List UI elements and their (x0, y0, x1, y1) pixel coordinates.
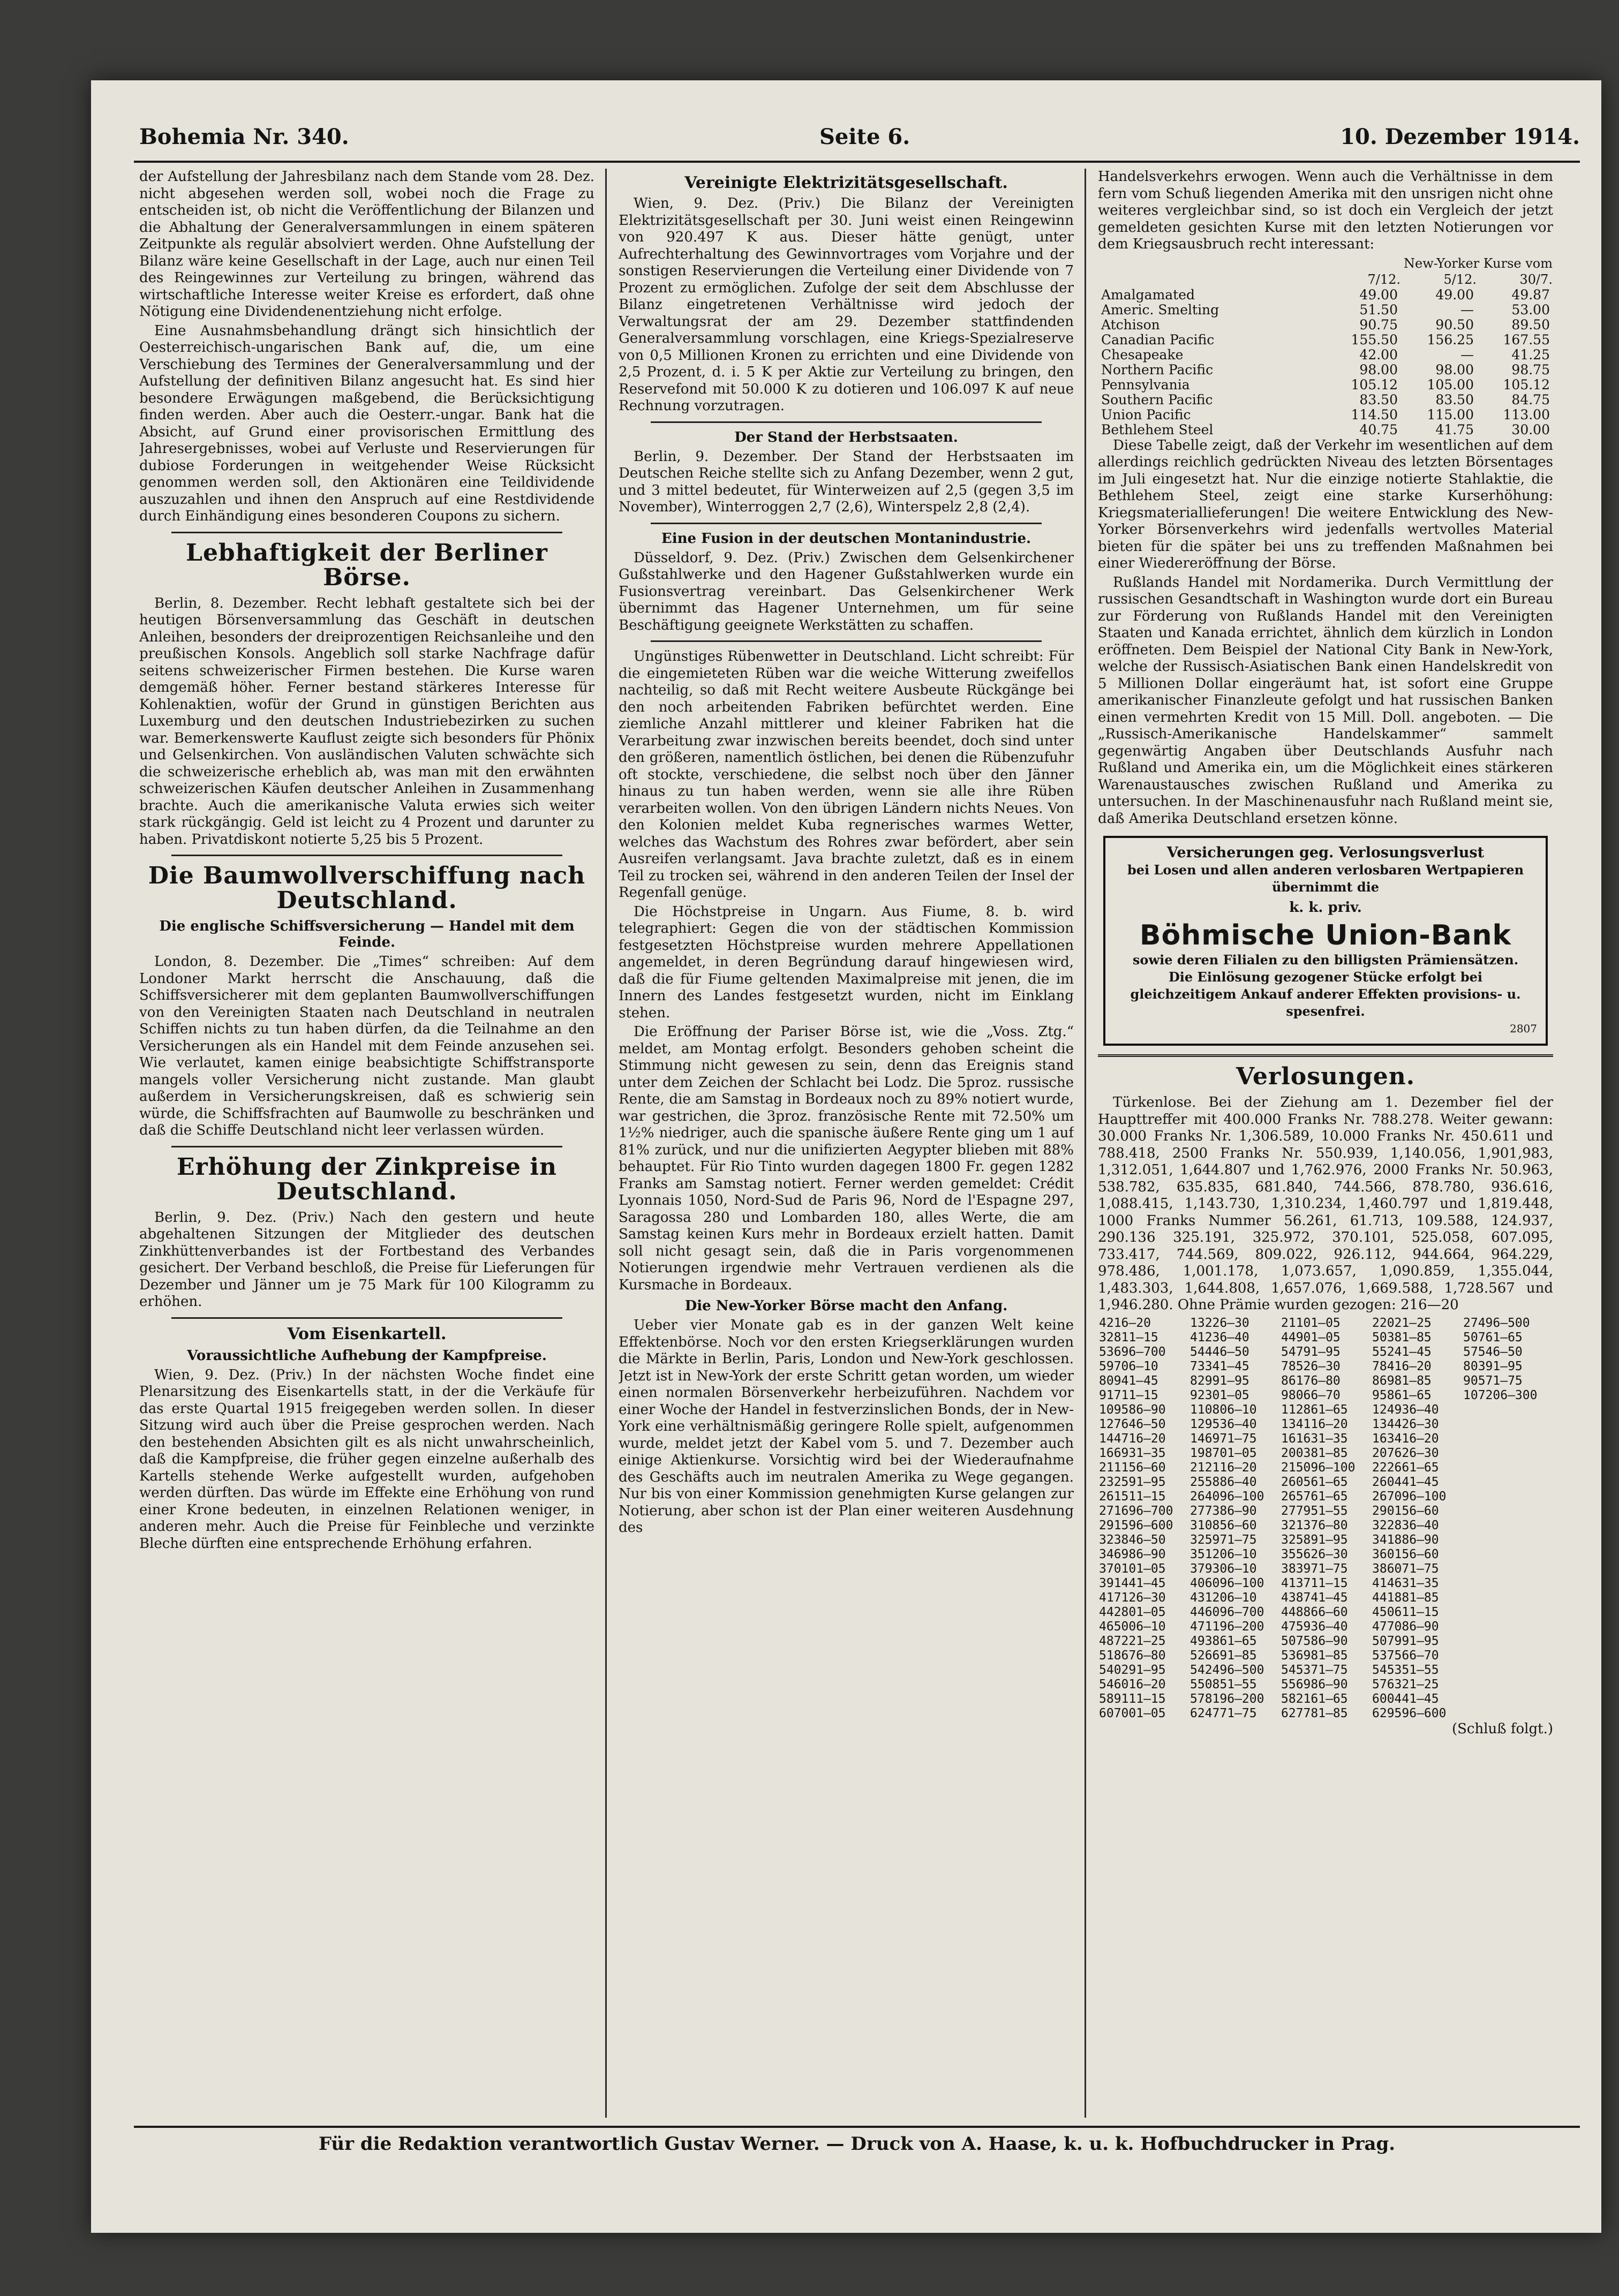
stock-value: 40.75 (1359, 421, 1398, 437)
article-text: Wien, 9. Dez. (Priv.) Die Bilanz der Vereinigten Elektrizitätsgesellschaft per 30. Juni weist einen Reingewinn von 920.497 K aus. Dieser hätte genügt, unter Aufrechterhaltung des Gewinnvortrages vom Vorjahre und der sonstigen Reservierungen die Verteilung einer Dividende von 7 Prozent zu ermöglichen. Zufolge der seit dem Abschlusse der Bilanz eingetretenen Verhältnisse wird jedoch der Verwaltungsrat der am 29. Dezember stattfindenden Generalversammlung vorschlagen, eine Kriegs-Spezialreserve von 0,5 Millionen Kronen zu errichten und eine Dividende von 2,5 Prozent, d. i. 5 K per Aktie zur Verteilung zu bringen, den Reservefond mit 50.000 K zu dotieren und 106.097 K auf neue Rechnung vorzutragen. (619, 195, 1074, 414)
headline-elektrizitaet: Vereinigte Elektrizitätsgesellschaft. (684, 173, 1008, 192)
draw-number: 55241—45 (1372, 1345, 1432, 1359)
draw-number: 442801—05 (1099, 1605, 1166, 1619)
table-row (1098, 333, 1553, 348)
draw-number: 446096—700 (1190, 1605, 1264, 1619)
draw-number: 629596—600 (1372, 1706, 1447, 1720)
stock-value: 41.25 (1511, 346, 1550, 362)
issue-date: 10. Dezember 1914. (1340, 124, 1580, 149)
draw-number: 44901—05 (1281, 1330, 1341, 1345)
table-row (1098, 1446, 1553, 1461)
article-text: Eine Ausnahmsbehandlung drängt sich hinsichtlich der Oesterreichisch-ungarischen Bank auf, die, um eine Verschiebung des Termines der Generalversammlung und der Aufstellung der definitiven Bilanz angesucht hat. Es sind hier besondere Erwägungen maßgebend, die Berücksichtigung finden werden. Aber auch die Oesterr.-ungar. Bank hat die Absicht, auf Grund einer provisorischen Ermittlung des Jahresergebnisses, wobei auf Verluste und Reservierungen für dubiose Forderungen in weitgehender Weise Rücksicht genommen werden soll, den Aktionären eine Teildividende auszuzahlen und ihnen den Anspruch auf eine Restdividende durch Einhändigung eines besonderen Coupons zu sichern. (139, 322, 594, 524)
table-row (1098, 303, 1553, 318)
draw-number: 98066—70 (1281, 1388, 1341, 1402)
table-row (1098, 1360, 1553, 1374)
draw-number: 198701—05 (1190, 1446, 1257, 1460)
stock-value: 49.00 (1359, 286, 1398, 303)
table-row (1098, 1388, 1553, 1403)
newspaper-page (91, 80, 1601, 2233)
stock-value: 115.00 (1427, 406, 1474, 422)
article-text: Die Eröffnung der Pariser Börse ist, wie die „Voss. Ztg.“ meldet, am Montag erfolgt. Besonders gehoben scheint die Stimmung nicht gewesen zu sein, denn das Ereignis stand unter dem Zeichen der Schlacht bei Lodz. Die 5proz. russische Rente, die am Samstag in Bordeaux noch zu 89% notiert wurde, war gestrichen, die 3proz. französische Rente mit 72.50% um 1½% niedriger, auch die spanische äußere Rente ging um 1 auf 81% zurück, und nur die unifizierten Aegypter blieben mit 88% behauptet. Für Rio Tinto wurden dagegen 1800 Fr. gegen 1282 Franks am Samstag notiert. Ferner werden gemeldet: Crédit Lyonnais 1050, Nord-Sud de Paris 96, Nord de l'Espagne 297, Saragossa 280 und Lombarden 180, alles Werte, die am Samstag keinen Kurs mehr in Bordeaux erzielt hatten. Damit soll nicht gesagt sein, daß die in Paris vorgenommenen Notierungen irgendwie mehr Vertrauen verdienen als die Kursmache in Bordeaux. (619, 1024, 1074, 1293)
draw-number: 78526—30 (1281, 1359, 1341, 1373)
draw-number: 325891—95 (1281, 1532, 1348, 1547)
stock-value: 98.00 (1359, 361, 1398, 377)
stock-name: Bethlehem Steel (1101, 421, 1214, 437)
column-header: 7/12. (1367, 271, 1400, 287)
table-row (1098, 1620, 1553, 1634)
draw-number: 431206—10 (1190, 1590, 1257, 1605)
table-row (1098, 1432, 1553, 1446)
headline-herbstsaaten: Der Stand der Herbstsaaten. (734, 429, 958, 445)
table-row (1098, 1591, 1553, 1605)
draw-number: 540291—95 (1099, 1663, 1166, 1677)
separator (171, 532, 562, 533)
table-row (1098, 407, 1553, 422)
draw-number: 607001—05 (1099, 1706, 1166, 1720)
ad-text: Die Einlösung gezogener Stücke erfolgt bei gleichzeitigem Ankauf anderer Effekten provisions- u. spesenfrei. (1130, 969, 1521, 1019)
draw-number: 109586—90 (1099, 1402, 1166, 1417)
article-text: der Aufstellung der Jahresbilanz nach dem Stande vom 28. Dez. nicht abgesehen werden soll, wobei noch die Frage zu entscheiden ist, ob nicht die Veröffentlichung der Bilanzen und die Abhaltung der Generalversammlungen in einem späteren Zeitpunkte als regulär absolviert werden. Ohne Aufstellung der Bilanz wäre keine Gesellschaft in der Lage, auch nur einen Teil des Reingewinnes zur Verteilung zu bringen, während das wirtschaftliche Interesse weiter Kreise es erfordert, daß ohne Nötigung eine Dividendenentziehung nicht erfolge. (139, 169, 594, 320)
draw-number: 545371—75 (1281, 1663, 1348, 1677)
stock-value: 98.00 (1435, 361, 1474, 377)
draw-number: 92301—05 (1190, 1388, 1249, 1402)
article-text: Berlin, 9. Dez. (Priv.) Nach den gestern und heute abgehaltenen Sitzungen der Mitglieder des deutschen Zinkhüttenverbandes ist der Fortbestand des Verbandes gesichert. Der Verband beschloß, die Preise für Lieferungen für Dezember und Jänner um je 75 Mark für 100 Kilogramm zu erhöhen. (139, 1209, 594, 1310)
draw-number: 21101—05 (1281, 1316, 1341, 1330)
bank-advertisement (1103, 836, 1548, 1046)
stock-value: 155.50 (1351, 331, 1398, 348)
stock-value: 84.75 (1511, 391, 1550, 407)
draw-number: 536981—85 (1281, 1648, 1348, 1663)
table-row (1098, 1475, 1553, 1490)
table-row (1098, 1692, 1553, 1706)
draw-number: 624771—75 (1190, 1706, 1257, 1720)
stock-value: 41.75 (1435, 421, 1474, 437)
headline-baumwolle: Die Baumwollverschiffung nach Deutschland. (148, 862, 586, 914)
draw-number: 471196—200 (1190, 1619, 1264, 1634)
ad-text: sowie deren Filialen zu den billigsten Prämiensätzen. (1132, 952, 1519, 968)
stock-value: 105.00 (1427, 376, 1474, 392)
draw-number: 73341—45 (1190, 1359, 1249, 1373)
draw-number: 134426—30 (1372, 1417, 1439, 1431)
draw-number: 518676—80 (1099, 1648, 1166, 1663)
subheadline: Die englische Schiffsversicherung — Handel mit dem Feinde. (159, 918, 575, 950)
draw-number: 32811—15 (1099, 1330, 1158, 1345)
article-text: Wien, 9. Dez. (Priv.) In der nächsten Woche findet eine Plenarsitzung des Eisenkartells statt, in der die Verkäufe für das erste Quartal 1915 freigegeben werden sollen. In dieser Sitzung wird auch über die Preise gesprochen werden. Nach den bestehenden Absichten gilt es als nicht unwahrscheinlich, daß die Kampfpreise, die früher gegen einzelne außerhalb des Kartells stehende Werke aufgestellt wurden, aufgehoben werden dürften. Das würde im Effekte eine Erhöhung von rund einer Krone bedeuten, in einzelnen Relationen weniger, in anderen mehr. Auch die Preise für Feinbleche und verzinkte Bleche dürften eine entsprechende Erhöhung erfahren. (139, 1366, 594, 1552)
separator (1098, 1054, 1553, 1057)
draw-number: 487221—25 (1099, 1634, 1166, 1648)
stock-name: Pennsylvania (1101, 376, 1190, 392)
table-row (1098, 288, 1553, 303)
stock-name: Southern Pacific (1101, 391, 1213, 407)
draw-number: 414631—35 (1372, 1576, 1439, 1590)
draw-number: 90571—75 (1463, 1373, 1523, 1388)
draw-number: 163416—20 (1372, 1431, 1439, 1446)
table-row (1098, 1547, 1553, 1562)
headline-zinkpreise: Erhöhung der Zinkpreise in Deutschland. (176, 1153, 558, 1205)
draw-number: 582161—65 (1281, 1691, 1348, 1706)
stock-table (1098, 255, 1553, 437)
table-row (1098, 1605, 1553, 1620)
draw-number: 507586—90 (1281, 1634, 1348, 1648)
draw-number: 200381—85 (1281, 1446, 1348, 1460)
stock-value: 53.00 (1511, 301, 1550, 318)
article-text: Die Höchstpreise in Ungarn. Aus Fiume, 8. b. wird telegraphiert: Gegen die von der städtischen Kommission festgesetzten Höchstpreise wurden mehrere Appellationen angemeldet, in deren Begründung darauf hingewiesen wird, daß die für Fiume geltenden Maximalpreise mit jenen, die im Innern des Landes festgesetzt wurden, nicht im Einklang stehen. (619, 903, 1074, 1021)
stock-name: Chesapeake (1101, 346, 1184, 362)
article-text: London, 8. Dezember. Die „Times“ schreiben: Auf dem Londoner Markt herrscht die Anschauung, daß die Schiffsversicherer mit dem geplanten Baumwollverschiffungen von den Vereinigten Staaten nach Deutschland in neutralen Schiffen nichts zu tun haben dürfen, da die Teilnahme an den Versicherungen als ein Handel mit dem Feinde anzusehen sei. Wie verlautet, kamen einige beabsichtigte Schiffstransporte mangels voller Versicherung nicht zustande. Man glaubt außerdem in Versicherungskreisen, daß es schwierig sein würde, die Schiffsfrachten auf Baumwolle zu beschränken und daß die Schiffe Deutschland nicht leer verlassen würden. (139, 954, 594, 1138)
separator (171, 1146, 562, 1147)
draw-number: 112861—65 (1281, 1402, 1348, 1417)
stock-value: 49.87 (1511, 286, 1550, 303)
issue-number: Bohemia Nr. 340. (139, 124, 349, 149)
draw-number: 322836—40 (1372, 1518, 1439, 1532)
ad-bank-name: Böhmische Union-Bank (1139, 919, 1512, 951)
draw-number: 41236—40 (1190, 1330, 1249, 1345)
draw-number: 95861—65 (1372, 1388, 1432, 1402)
draw-number: 386071—75 (1372, 1561, 1439, 1576)
draw-number: 215096—100 (1281, 1460, 1356, 1475)
stock-value: 113.00 (1503, 406, 1550, 422)
draw-number: 129536—40 (1190, 1417, 1257, 1431)
draw-number: 545351—55 (1372, 1663, 1439, 1677)
draw-number: 493861—65 (1190, 1634, 1257, 1648)
table-row (1098, 1504, 1553, 1519)
article-text: Rußlands Handel mit Nordamerika. Durch Vermittlung der russischen Gesandtschaft in Washington wurde dort ein Bureau zur Förderung von Rußlands Handel mit den Vereinigten Staaten und Kanada errichtet, ähnlich dem kürzlich in London eröffneten. Dem Beispiel der National City Bank in New-York, welche der Russisch-Asiatischen Bank einen Handelskredit von 5 Millionen Dollar eingeräumt hat, ist sofort eine Gruppe amerikanischer Finanzleute gefolgt und hat russischen Banken einen vermehrten Kredit von 15 Mill. Doll. angeboten. — Die „Russisch-Amerikanische Handelskammer“ sammelt gegenwärtig Angaben über Deutschlands Ausfuhr nach Rußland und Amerika ein, um die Möglichkeit eines stärkeren Warenaustausches zwischen Rußland und Amerika zu untersuchen. In der Maschinenausfuhr nach Rußland meint sie, daß Amerika Deutschland ersetzen könne. (1098, 574, 1553, 827)
draw-number: 57546—50 (1463, 1345, 1523, 1359)
stock-value: 105.12 (1503, 376, 1550, 392)
ad-kk: k. k. priv. (1289, 900, 1362, 916)
draw-number: 146971—75 (1190, 1431, 1257, 1446)
draw-number: 417126—30 (1099, 1590, 1166, 1605)
draw-number: 271696—700 (1099, 1504, 1173, 1518)
draw-number: 110806—10 (1190, 1402, 1257, 1417)
article-text: Ueber vier Monate gab es in der ganzen Welt keine Effektenbörse. Noch vor den ersten Kriegserklärungen wurden die Märkte in Berlin, Paris, London und New-York geschlossen. Jetzt ist in New-York der erste Schritt getan worden, um wieder einen normalen Börsenverkehr herbeizuführen. Nachdem vor einer Woche der Handel in festverzinslichen Bonds, der in New-York eine verhältnismäßig geringere Rolle spielt, aufgenommen wurde, meldet jetzt der Kabel vom 5. und 7. Dezember auch einige Aktienkurse. Vorsichtig wird bei der Wiederaufnahme des Geschäfts auch im neutralen Amerika zu Wege gegangen. Nur bis von einer Kommission genehmigten Kurse gelangen zur Notierung, aber schon ist der Plan einer weiteren Ausdehnung des (619, 1317, 1074, 1536)
table-row (1098, 1562, 1553, 1576)
column-header: 30/7. (1519, 271, 1553, 287)
table-row (1098, 1316, 1553, 1331)
table-header-row (1098, 271, 1553, 288)
draw-number: 212116—20 (1190, 1460, 1257, 1475)
article-text: Diese Tabelle zeigt, daß der Verkehr im wesentlichen auf dem allerdings reichlich gedrückten Niveau des letzten Börsentages im Juli eingesetzt hat. Nur die einzige notierte Stahlaktie, die Bethlehem Steel, zeigt eine starke Kurserhöhung: Kriegsmateriallieferungen! Die weitere Entwicklung des New-Yorker Börsenverkehrs wird jedenfalls wertvolles Material bieten für die später bei uns zu treffenden Maßnahmen bei einer Wiedereröffnung der Börse. (1098, 437, 1553, 571)
draw-number: 207626—30 (1372, 1446, 1439, 1460)
stock-value: 114.50 (1351, 406, 1398, 422)
draw-number: 346986—90 (1099, 1547, 1166, 1561)
draw-number: 144716—20 (1099, 1431, 1166, 1446)
table-row (1098, 1678, 1553, 1692)
table-row (1098, 1345, 1553, 1360)
draw-number: 576321—25 (1372, 1677, 1439, 1691)
draw-number: 161631—35 (1281, 1431, 1348, 1446)
draw-number: 321376—80 (1281, 1518, 1348, 1532)
draw-number: 589111—15 (1099, 1691, 1166, 1706)
draw-number: 107206—300 (1463, 1388, 1538, 1402)
column-header: 5/12. (1443, 271, 1477, 287)
separator (651, 421, 1042, 423)
stock-name: Union Pacific (1101, 406, 1191, 422)
draw-number: 383971—75 (1281, 1561, 1348, 1576)
draw-number: 54791—95 (1281, 1345, 1341, 1359)
draw-number: 222661—65 (1372, 1460, 1439, 1475)
table-row (1098, 1374, 1553, 1388)
separator (171, 1317, 562, 1319)
draw-number: 290156—60 (1372, 1504, 1439, 1518)
stock-value: 156.25 (1427, 331, 1474, 348)
column-divider (1085, 169, 1086, 2118)
draw-number: 448866—60 (1281, 1605, 1348, 1619)
stock-value: 51.50 (1359, 301, 1398, 318)
column-3 (1098, 169, 1553, 2123)
ad-code: 2807 (1510, 1022, 1537, 1035)
article-text: Berlin, 8. Dezember. Recht lebhaft gestaltete sich bei der heutigen Börsenversammlung das Geschäft in deutschen Anleihen, besonders der dreiprozentigen Reichsanleihe und den preußischen Konsols. Angeblich soll starke Nachfrage dafür seitens schweizerischer Firmen bestehen. Die Kurse waren demgemäß höher. Ferner bestand stärkeres Interesse für Kohlenaktien, wofür der Grund in günstigen Berichten aus Luxemburg und den deutschen Industriebezirken zu suchen war. Bemerkenswerte Kauflust zeigte sich besonders für Phönix und Gelsenkirchen. Von ausländischen Valuten schwächte sich die schweizerische erheblich ab, was man mit den erwähnten schweizerischen Käufen deutscher Anleihen in Zusammenhang brachte. Auch die amerikanische Valuta erwies sich weiter stark rückgängig. Geld ist leicht zu 4 Prozent und darunter zu haben. Privatdiskont notierte 5,25 bis 5 Prozent. (139, 595, 594, 848)
draw-number: 82991—95 (1190, 1373, 1249, 1388)
table-row (1098, 362, 1553, 377)
table-row (1098, 348, 1553, 362)
draw-number: 27496—500 (1463, 1316, 1530, 1330)
draw-number: 360156—60 (1372, 1547, 1439, 1561)
table-row (1098, 1706, 1553, 1721)
draw-number: 86981—85 (1372, 1373, 1432, 1388)
table-title-row (1098, 255, 1553, 271)
draw-number: 91711—15 (1099, 1388, 1158, 1402)
separator (651, 640, 1042, 642)
draw-number: 211156—60 (1099, 1460, 1166, 1475)
table-row (1098, 1649, 1553, 1663)
stock-value: 49.00 (1435, 286, 1474, 303)
draw-number: 54446—50 (1190, 1345, 1249, 1359)
article-text: Berlin, 9. Dezember. Der Stand der Herbstsaaten im Deutschen Reiche stellte sich zu Anfang Dezember, wenn 2 gut, und 3 mittel bedeutet, für Winterweizen auf 2,5 (gegen 3,5 im November), Winterroggen 2,7 (2,6), Winterspelz 2,8 (2,4). (619, 448, 1074, 515)
draw-number: 134116—20 (1281, 1417, 1348, 1431)
draw-number: 441881—85 (1372, 1590, 1439, 1605)
draw-number: 537566—70 (1372, 1648, 1439, 1663)
table-row (1098, 318, 1553, 333)
draw-number: 556986—90 (1281, 1677, 1348, 1691)
draw-number: 475936—40 (1281, 1619, 1348, 1634)
stock-value: — (1460, 301, 1474, 318)
headline-berlin-boerse: Lebhaftigkeit der Berliner Börse. (186, 539, 548, 591)
draw-number: 379306—10 (1190, 1561, 1257, 1576)
draw-number: 341886—90 (1372, 1532, 1439, 1547)
draw-number: 50381—85 (1372, 1330, 1432, 1345)
separator (171, 855, 562, 856)
stock-value: 98.75 (1511, 361, 1550, 377)
draw-number: 526691—85 (1190, 1648, 1257, 1663)
draw-number: 265761—65 (1281, 1489, 1348, 1504)
stock-value: 83.50 (1359, 391, 1398, 407)
separator (651, 523, 1042, 524)
draw-number: 600441—45 (1372, 1691, 1439, 1706)
continuation-note: (Schluß folgt.) (1451, 1720, 1553, 1737)
headline-eisenkartell: Vom Eisenkartell. (287, 1324, 447, 1343)
draw-number: 542496—500 (1190, 1663, 1264, 1677)
draw-number: 370101—05 (1099, 1561, 1166, 1576)
draw-number: 310856—60 (1190, 1518, 1257, 1532)
draw-number: 255886—40 (1190, 1475, 1257, 1489)
stock-value: 90.75 (1359, 316, 1398, 333)
draw-number: 438741—45 (1281, 1590, 1348, 1605)
draw-number: 406096—100 (1190, 1576, 1264, 1590)
draw-number: 261511—15 (1099, 1489, 1166, 1504)
page-number: Seite 6. (819, 124, 910, 149)
draw-number: 260561—65 (1281, 1475, 1348, 1489)
article-text: Ungünstiges Rübenwetter in Deutschland. Licht schreibt: Für die eingemieteten Rüben war die weiche Witterung zweifellos nachteilig, so daß mit Recht weitere Ausbeute Rückgänge bei den noch arbeitenden Fabriken befürchtet werden. Eine ziemliche Anzahl mittlerer und kleiner Fabriken hat die Verarbeitung zwar inzwischen bereits beendet, doch sind unter den größeren, namentlich östlichen, bei denen die Rübenzufuhr oft stockte, verschiedene, die selbst noch über den Jänner hinaus zu tun haben werden, wenn sie alle ihre Rüben verarbeiten wollen. Von den übrigen Ländern nichts Neues. Von den Kolonien meldet Kuba regnerisches warmes Wetter, welches das Wachstum des Rohres zwar befördert, aber sein Ausreifen verlangsamt. Java brachte zuletzt, daß es in einem Teil zu trocken sei, während in den anderen Teilen der Insel der Regenfall genüge. (619, 648, 1074, 901)
table-row (1098, 1490, 1553, 1504)
table-row (1098, 1403, 1553, 1417)
table-row (1098, 1533, 1553, 1547)
table-title: New-Yorker Kurse vom (1404, 255, 1553, 271)
stock-name: Canadian Pacific (1101, 331, 1215, 348)
draw-number: 323846—50 (1099, 1532, 1166, 1547)
header-rule (134, 161, 1580, 163)
draw-number: 355626—30 (1281, 1547, 1348, 1561)
draw-number: 13226—30 (1190, 1316, 1249, 1330)
table-row (1098, 1331, 1553, 1345)
article-text: Düsseldorf, 9. Dez. (Priv.) Zwischen dem Gelsenkirchener Gußstahlwerke und den Hagener Gußstahlwerken wurde ein Fusionsvertrag vereinbart. Das Gelsenkirchener Werk übernimmt das Hagener Unternehmen, um für seine Beschäftigung geeignete Werkstätten zu schaffen. (619, 549, 1074, 633)
stock-name: Americ. Smelting (1101, 301, 1219, 318)
ad-headline: Versicherungen geg. Verlosungsverlust (1166, 844, 1485, 861)
draw-number: 53696—700 (1099, 1345, 1166, 1359)
table-row (1098, 1417, 1553, 1432)
draw-number: 277386—90 (1190, 1504, 1257, 1518)
headline-new-york: Die New-Yorker Börse macht den Anfang. (684, 1298, 1008, 1314)
stock-value: 83.50 (1435, 391, 1474, 407)
draw-table (1098, 1316, 1553, 1721)
stock-value: 167.55 (1503, 331, 1550, 348)
draw-number: 80391—95 (1463, 1359, 1523, 1373)
draw-number: 550851—55 (1190, 1677, 1257, 1691)
stock-value: 90.50 (1435, 316, 1474, 333)
draw-number: 578196—200 (1190, 1691, 1264, 1706)
draw-number: 413711—15 (1281, 1576, 1348, 1590)
draw-number: 127646—50 (1099, 1417, 1166, 1431)
draw-number: 391441—45 (1099, 1576, 1166, 1590)
draw-number: 59706—10 (1099, 1359, 1158, 1373)
draw-number: 627781—85 (1281, 1706, 1348, 1720)
stock-name: Northern Pacific (1101, 361, 1214, 377)
subheadline: Voraussichtliche Aufhebung der Kampfpreise. (187, 1347, 547, 1364)
column-divider (605, 169, 607, 2118)
table-row (1098, 1461, 1553, 1475)
draw-number: 166931—35 (1099, 1446, 1166, 1460)
draw-number: 4216—20 (1099, 1316, 1151, 1330)
draw-number: 78416—20 (1372, 1359, 1432, 1373)
draw-number: 86176—80 (1281, 1373, 1341, 1388)
draw-number: 477086—90 (1372, 1619, 1439, 1634)
stock-value: 42.00 (1359, 346, 1398, 362)
ad-text: bei Losen und allen anderen verlosbaren Wertpapieren übernimmt die (1127, 862, 1524, 895)
draw-number: 325971—75 (1190, 1532, 1257, 1547)
draw-number: 264096—100 (1190, 1489, 1264, 1504)
stock-name: Atchison (1101, 316, 1160, 333)
table-row (1098, 1576, 1553, 1591)
draw-number: 50761—65 (1463, 1330, 1523, 1345)
draw-number: 507991—95 (1372, 1634, 1439, 1648)
imprint-footer: Für die Redaktion verantwortlich Gustav Werner. — Druck von A. Haase, k. u. k. Hofbuchdrucker in Prag. (134, 2126, 1580, 2155)
draw-number: 260441—45 (1372, 1475, 1439, 1489)
headline-verlosungen: Verlosungen. (1236, 1063, 1415, 1090)
draw-number: 277951—55 (1281, 1504, 1348, 1518)
draw-number: 546016—20 (1099, 1677, 1166, 1691)
stock-value: 105.12 (1351, 376, 1398, 392)
table-row (1098, 1663, 1553, 1678)
article-text: Türkenlose. Bei der Ziehung am 1. Dezember fiel der Haupttreffer mit 400.000 Franks Nr. 788.278. Weiter gewann: 30.000 Franks Nr. 1,306.589, 10.000 Franks Nr. 450.611 und 788.418, 2500 Franks Nr. 550.939, 1,140.056, 1,901,983, 1,312.051, 1,644.807 und 1,762.976, 2000 Franks Nr. 50.963, 538.782, 635.835, 681.840, 744.566, 878.780, 936.616, 1,088.415, 1,143.730, 1,310.234, 1,460.797 und 1,819.448, 1000 Franks Nummer 56.261, 61.713, 109.588, 124.937, 290.136 325.191, 325.972, 370.101, 525.058, 607.095, 733.417, 744.569, 809.022, 926.112, 944.664, 964.229, 978.486, 1,001.178, 1,073.657, 1,090.859, 1,355.044, 1,483.303, 1,644.808, 1,657.076, 1,669.588, 1,728.567 und 1,946.280. Ohne Prämie wurden gezogen: 216—20 (1098, 1094, 1553, 1313)
draw-number: 465006—10 (1099, 1619, 1166, 1634)
stock-value: 30.00 (1511, 421, 1550, 437)
table-row (1098, 1519, 1553, 1533)
stock-value: 89.50 (1511, 316, 1550, 333)
column-1 (139, 169, 594, 2123)
draw-number: 351206—10 (1190, 1547, 1257, 1561)
column-2 (619, 169, 1074, 2123)
stock-name: Amalgamated (1101, 286, 1195, 303)
headline-fusion: Eine Fusion in der deutschen Montanindustrie. (661, 530, 1031, 547)
table-row (1098, 422, 1553, 437)
draw-number: 232591—95 (1099, 1475, 1166, 1489)
page-header (139, 124, 1580, 162)
draw-number: 124936—40 (1372, 1402, 1439, 1417)
draw-number: 22021—25 (1372, 1316, 1432, 1330)
draw-number: 267096—100 (1372, 1489, 1447, 1504)
stock-value: — (1460, 346, 1474, 362)
draw-number: 450611—15 (1372, 1605, 1439, 1619)
table-row (1098, 1634, 1553, 1649)
table-row (1098, 392, 1553, 407)
draw-number: 80941—45 (1099, 1373, 1158, 1388)
table-row (1098, 377, 1553, 392)
draw-number: 291596—600 (1099, 1518, 1173, 1532)
article-text: Handelsverkehrs erwogen. Wenn auch die Verhältnisse in dem fern vom Schuß liegenden Amerika mit den unsrigen nicht ohne weiteres vergleichbar sind, so ist doch ein Vergleich der jetzt gemeldeten gesichten Kurse mit den letzten Notierungen vor dem Kriegsausbruch recht interessant: (1098, 169, 1553, 252)
